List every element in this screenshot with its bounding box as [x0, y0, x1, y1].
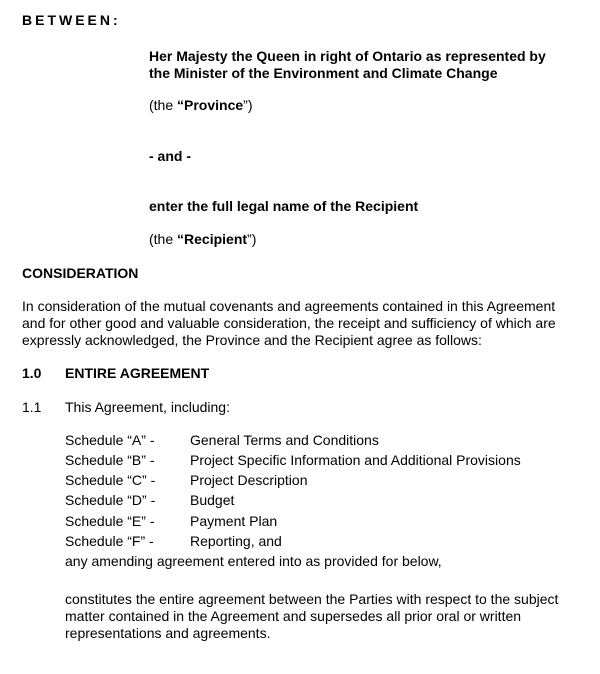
schedule-description: Payment Plan — [190, 513, 278, 529]
recipient-alias-name: “Recipient — [177, 231, 248, 247]
province-alias-name: “Province — [177, 97, 244, 113]
closing-line: representations and agreements. — [65, 625, 271, 641]
recipient-alias-suffix: ”) — [247, 231, 257, 247]
schedule-label: Schedule “B” - — [65, 452, 155, 468]
schedule-label: Schedule “E” - — [65, 513, 155, 529]
province-alias-suffix: ”) — [243, 97, 253, 113]
consideration-line: and for other good and valuable consideration, the receipt and sufficiency of which are — [22, 315, 556, 331]
province-name-line-2: the Minister of the Environment and Climate Change — [149, 65, 498, 81]
section-number: 1.0 — [22, 365, 42, 381]
between-label: BETWEEN: — [22, 12, 121, 28]
recipient-alias-prefix: (the — [149, 231, 178, 247]
closing-line: constitutes the entire agreement between the Parties with respect to the subject — [65, 591, 559, 607]
recipient-alias — [149, 231, 256, 248]
consideration-line: In consideration of the mutual covenants and agreements contained in this Agreement — [22, 298, 556, 314]
schedule-description: Budget — [190, 492, 235, 508]
province-name-line-1: Her Majesty the Queen in right of Ontario as represented by — [149, 48, 546, 64]
and-separator: - and - — [149, 148, 191, 164]
consideration-heading: CONSIDERATION — [22, 265, 139, 281]
province-alias — [149, 97, 252, 114]
subsection-number: 1.1 — [22, 399, 42, 415]
schedule-label: Schedule “D” - — [65, 492, 156, 508]
schedule-description: Project Specific Information and Additional Provisions — [190, 452, 521, 468]
amending-line: any amending agreement entered into as provided for below, — [65, 553, 442, 569]
section-title: ENTIRE AGREEMENT — [65, 365, 210, 381]
schedule-label: Schedule “F” - — [65, 533, 154, 549]
recipient-name-placeholder: enter the full legal name of the Recipient — [149, 198, 419, 214]
consideration-line: expressly acknowledged, the Province and the Recipient agree as follows: — [22, 332, 482, 348]
schedule-description: Project Description — [190, 472, 308, 488]
schedule-description: General Terms and Conditions — [190, 432, 379, 448]
schedule-label: Schedule “C” - — [65, 472, 156, 488]
schedule-description: Reporting, and — [190, 533, 282, 549]
province-alias-prefix: (the — [149, 97, 178, 113]
closing-line: matter contained in the Agreement and supersedes all prior oral or written — [65, 608, 522, 624]
subsection-intro: This Agreement, including: — [65, 399, 230, 415]
schedule-label: Schedule “A” - — [65, 432, 155, 448]
